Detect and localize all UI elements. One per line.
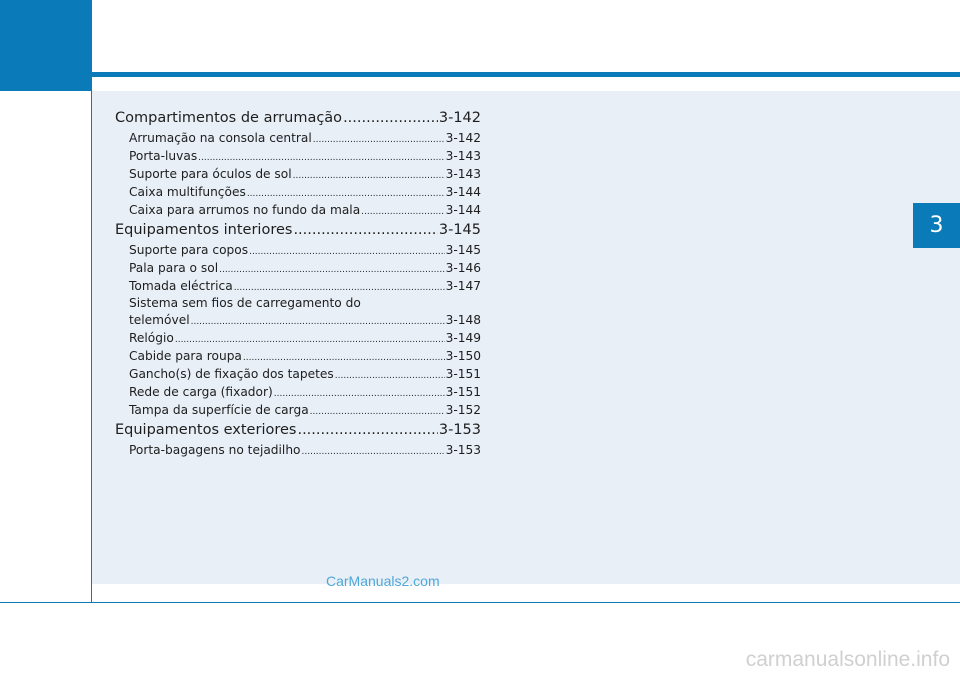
toc-section-label: Compartimentos de arrumação	[115, 110, 343, 126]
toc-page-number: 3-143	[445, 149, 481, 163]
toc-section-entry[interactable]	[115, 419, 481, 441]
toc-page-number: 3-149	[445, 331, 481, 345]
header-rule	[92, 72, 960, 77]
toc-item-label: Tomada eléctrica	[129, 279, 233, 293]
toc-dot-leader	[243, 347, 445, 367]
toc-dot-leader	[247, 183, 445, 203]
toc-item-entry[interactable]	[115, 347, 481, 365]
left-margin-rule	[91, 91, 92, 603]
toc-item-entry[interactable]	[115, 129, 481, 147]
toc-section-entry[interactable]	[115, 219, 481, 241]
toc-item-label: Porta-luvas	[129, 149, 198, 163]
toc-item-entry[interactable]	[115, 311, 481, 329]
toc-item-entry[interactable]	[115, 295, 481, 311]
toc-item-label: Relógio	[129, 331, 174, 345]
toc-section-label: Equipamentos exteriores	[115, 422, 297, 438]
toc-page-number: 3-148	[445, 313, 481, 327]
toc-item-entry[interactable]	[115, 165, 481, 183]
toc-page-number: 3-145	[445, 243, 481, 257]
toc-dot-leader	[191, 311, 445, 331]
toc-page-number: 3-153	[445, 443, 481, 457]
toc-dot-leader	[313, 129, 445, 149]
toc-item-entry[interactable]	[115, 329, 481, 347]
footer-watermark: carmanualsonline.info	[745, 648, 950, 671]
chapter-tab[interactable]: 3	[913, 203, 960, 248]
toc-dot-leader	[249, 241, 445, 261]
toc-item-entry[interactable]	[115, 241, 481, 259]
toc-item-label: telemóvel	[129, 313, 190, 327]
toc-item-entry[interactable]	[115, 383, 481, 401]
toc-page-number: 3-143	[445, 167, 481, 181]
toc-item-label: Porta-bagagens no tejadilho	[129, 443, 301, 457]
toc-page-number: 3-150	[445, 349, 481, 363]
toc-item-label: Caixa multifunções	[129, 185, 246, 199]
toc-section-label: Equipamentos interiores	[115, 222, 293, 238]
toc-page-number: 3-153	[438, 422, 481, 438]
toc-dot-leader	[302, 441, 445, 461]
toc-dot-leader	[310, 401, 445, 421]
toc-section-entry[interactable]	[115, 107, 481, 129]
toc-item-label: Sistema sem fios de carregamento do	[129, 296, 361, 310]
toc-page-number: 3-145	[438, 222, 481, 238]
toc-page-number: 3-144	[445, 203, 481, 217]
toc-page-number: 3-142	[438, 110, 481, 126]
toc-page-number: 3-151	[445, 367, 481, 381]
toc-page-number: 3-144	[445, 185, 481, 199]
toc-page-number: 3-147	[445, 279, 481, 293]
toc-item-entry[interactable]	[115, 259, 481, 277]
toc-dot-leader	[343, 107, 438, 129]
toc-item-label: Cabide para roupa	[129, 349, 242, 363]
toc-page-number: 3-146	[445, 261, 481, 275]
toc-dot-leader	[219, 259, 444, 279]
toc-page-number: 3-151	[445, 385, 481, 399]
site-watermark[interactable]: CarManuals2.com	[326, 573, 440, 589]
toc-item-label: Suporte para óculos de sol	[129, 167, 292, 181]
toc-dot-leader	[293, 165, 445, 185]
toc-dot-leader	[293, 219, 437, 241]
toc-dot-leader	[274, 383, 445, 403]
toc-dot-leader	[198, 147, 444, 167]
toc-item-label: Suporte para copos	[129, 243, 249, 257]
toc-item-label: Caixa para arrumos no fundo da mala	[129, 203, 361, 217]
toc-item-entry[interactable]	[115, 441, 481, 459]
footer-rule	[0, 602, 960, 603]
toc-page-number: 3-152	[445, 403, 481, 417]
toc-item-entry[interactable]	[115, 365, 481, 383]
toc-item-label: Tampa da superfície de carga	[129, 403, 309, 417]
table-of-contents	[115, 107, 481, 459]
toc-item-entry[interactable]	[115, 201, 481, 219]
toc-item-label: Pala para o sol	[129, 261, 219, 275]
toc-dot-leader	[175, 329, 445, 349]
corner-color-block	[0, 0, 92, 91]
toc-dot-leader	[361, 201, 444, 221]
toc-dot-leader	[297, 419, 437, 441]
toc-item-entry[interactable]	[115, 183, 481, 201]
toc-dot-leader	[234, 277, 445, 297]
toc-page-number: 3-142	[445, 131, 481, 145]
toc-item-label: Gancho(s) de fixação dos tapetes	[129, 367, 334, 381]
toc-item-label: Arrumação na consola central	[129, 131, 312, 145]
toc-item-entry[interactable]	[115, 401, 481, 419]
toc-dot-leader	[335, 365, 445, 385]
toc-item-entry[interactable]	[115, 277, 481, 295]
toc-item-entry[interactable]	[115, 147, 481, 165]
toc-item-label: Rede de carga (fixador)	[129, 385, 273, 399]
